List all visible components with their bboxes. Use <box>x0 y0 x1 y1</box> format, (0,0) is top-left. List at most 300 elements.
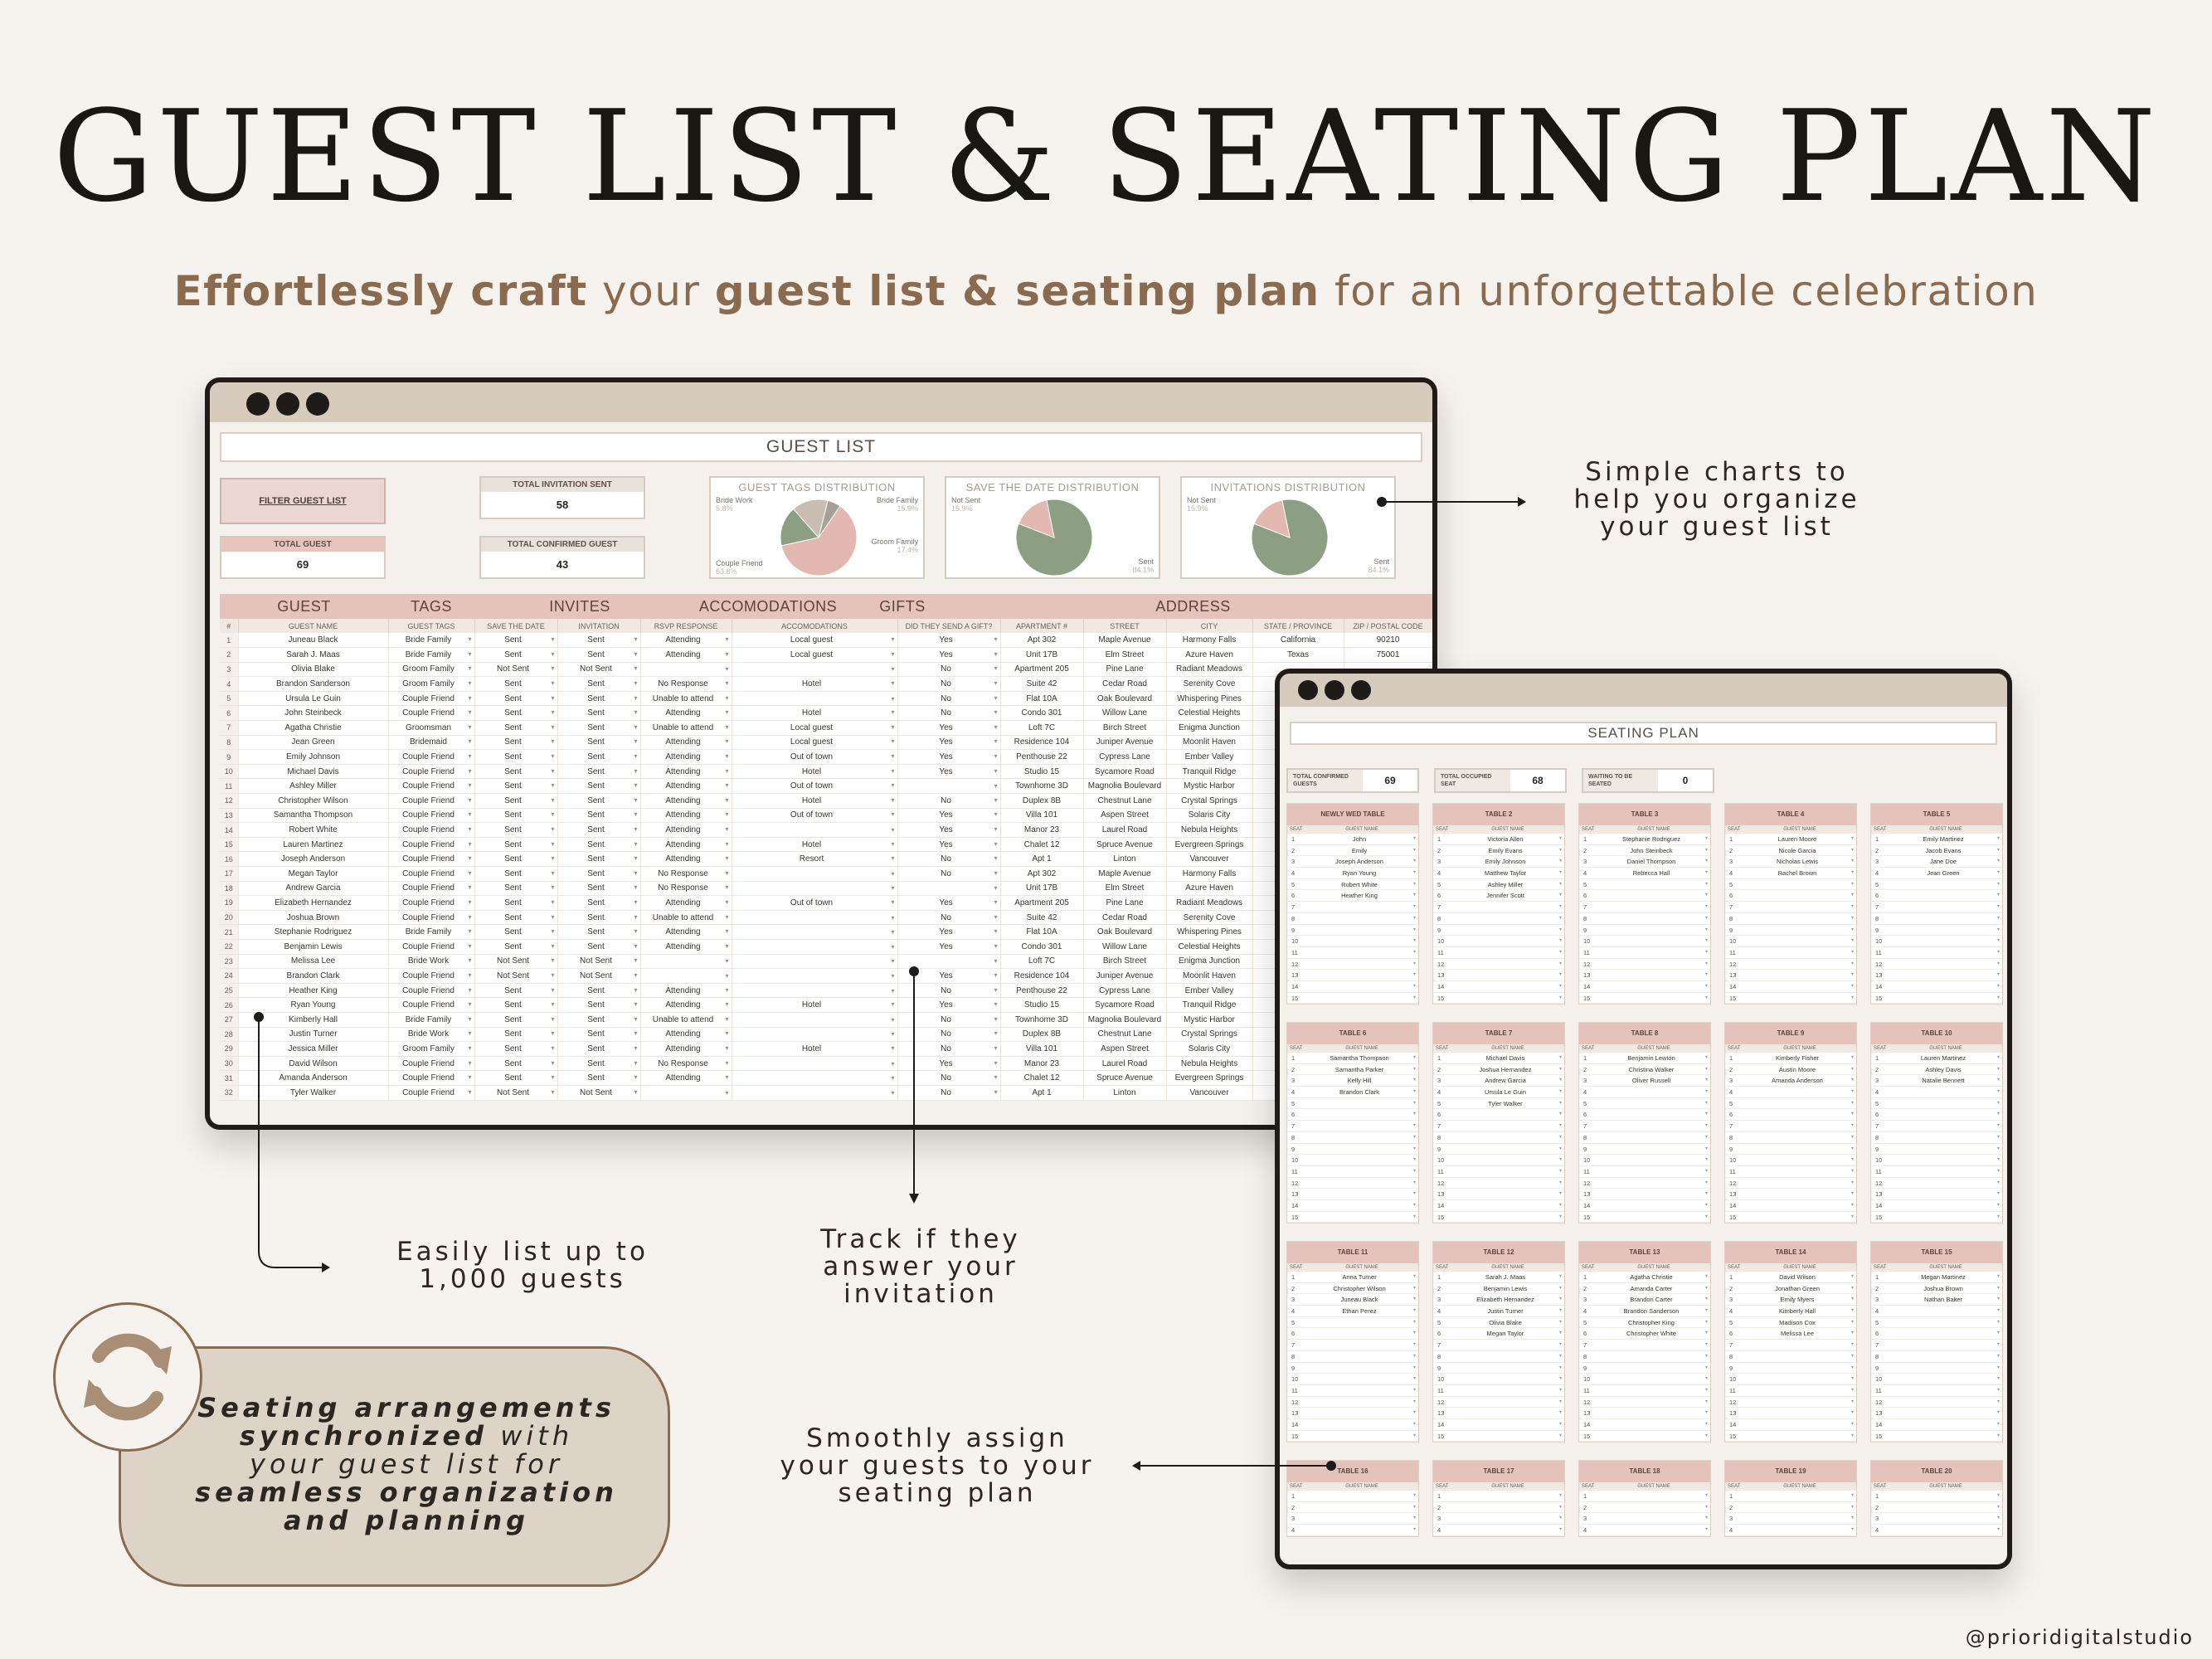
seat-guest[interactable] <box>1597 890 1710 901</box>
seat-guest[interactable]: Heather King ▾ <box>1305 890 1418 901</box>
seat-row[interactable] <box>1871 1087 2002 1098</box>
seat-guest[interactable] <box>1451 1109 1564 1120</box>
seat-row[interactable] <box>1433 981 1564 993</box>
seat-row[interactable] <box>1725 1109 1856 1121</box>
table-cell[interactable]: Sent ▾ <box>474 983 557 998</box>
seat-guest[interactable] <box>1305 1200 1418 1211</box>
seat-row[interactable] <box>1433 1363 1564 1374</box>
table-cell[interactable]: No ▾ <box>897 691 1000 706</box>
seat-guest[interactable] <box>1889 1351 2002 1362</box>
seat-guest[interactable] <box>1597 1212 1710 1223</box>
seat-row[interactable] <box>1725 1513 1856 1525</box>
table-cell[interactable]: No Response ▾ <box>640 677 732 692</box>
seat-row[interactable] <box>1725 1155 1856 1166</box>
seat-guest[interactable] <box>1451 1385 1564 1396</box>
seat-guest[interactable] <box>1451 1189 1564 1199</box>
seat-guest[interactable] <box>1451 993 1564 1004</box>
table-cell[interactable]: Unable to attend ▾ <box>640 721 732 736</box>
seat-guest[interactable]: Oliver Russell ▾ <box>1597 1075 1710 1086</box>
seat-row[interactable] <box>1725 1397 1856 1408</box>
seat-guest[interactable] <box>1451 902 1564 912</box>
seat-row[interactable] <box>1871 902 2002 913</box>
seat-row[interactable] <box>1725 1212 1856 1224</box>
seat-row[interactable] <box>1725 1491 1856 1502</box>
seat-guest[interactable]: Juneau Black ▾ <box>1305 1294 1418 1305</box>
table-cell[interactable]: Couple Friend ▾ <box>388 837 474 852</box>
table-cell[interactable]: Hotel ▾ <box>732 677 897 692</box>
seat-guest[interactable] <box>1597 1397 1710 1408</box>
seat-row[interactable] <box>1579 1363 1710 1374</box>
seat-guest[interactable] <box>1889 913 2002 924</box>
seat-guest[interactable] <box>1889 1155 2002 1165</box>
seat-row[interactable] <box>1725 1351 1856 1363</box>
seat-row[interactable] <box>1433 1408 1564 1419</box>
table-cell[interactable]: Sent ▾ <box>474 1071 557 1086</box>
seat-guest[interactable] <box>1743 1363 1856 1374</box>
table-cell[interactable]: Not Sent ▾ <box>557 969 640 984</box>
table-cell[interactable]: Sent ▾ <box>557 1042 640 1057</box>
seat-guest[interactable]: Melissa Lee ▾ <box>1743 1328 1856 1339</box>
seat-guest[interactable] <box>1597 1491 1710 1501</box>
seat-guest[interactable] <box>1889 1087 2002 1097</box>
seat-guest[interactable] <box>1451 981 1564 992</box>
table-cell[interactable] <box>640 1085 732 1100</box>
seat-guest[interactable] <box>1305 1121 1418 1131</box>
seat-row[interactable] <box>1725 1121 1856 1132</box>
table-cell[interactable]: Bride Family ▾ <box>388 648 474 663</box>
table-cell[interactable]: Attending ▾ <box>640 939 732 954</box>
seat-row[interactable] <box>1287 1283 1418 1295</box>
seat-guest[interactable] <box>1305 1317 1418 1328</box>
seat-guest[interactable] <box>1305 1212 1418 1223</box>
seat-row[interactable] <box>1871 1374 2002 1385</box>
seat-row[interactable] <box>1725 890 1856 902</box>
seat-row[interactable] <box>1287 1385 1418 1397</box>
seat-row[interactable] <box>1579 1283 1710 1295</box>
table-cell[interactable]: Hotel ▾ <box>732 794 897 809</box>
seat-guest[interactable] <box>1889 1121 2002 1131</box>
seat-row[interactable] <box>1433 1075 1564 1087</box>
table-cell[interactable]: Yes ▾ <box>897 823 1000 838</box>
seat-guest[interactable]: Victoria Allen ▾ <box>1451 834 1564 844</box>
seat-guest[interactable] <box>1889 1212 2002 1223</box>
table-cell[interactable] <box>732 881 897 896</box>
seat-row[interactable] <box>1871 845 2002 857</box>
seat-row[interactable] <box>1433 913 1564 925</box>
seat-guest[interactable]: Olivia Blake ▾ <box>1451 1317 1564 1328</box>
seat-row[interactable] <box>1871 970 2002 981</box>
seat-row[interactable] <box>1433 1328 1564 1340</box>
seat-guest[interactable] <box>1597 970 1710 980</box>
seat-row[interactable] <box>1871 1053 2002 1064</box>
seat-row[interactable] <box>1579 1397 1710 1408</box>
seat-guest[interactable] <box>1889 1317 2002 1328</box>
seat-guest[interactable] <box>1305 1525 1418 1535</box>
seat-row[interactable] <box>1579 890 1710 902</box>
seat-row[interactable] <box>1725 1200 1856 1212</box>
seat-row[interactable] <box>1433 1200 1564 1212</box>
seat-row[interactable] <box>1579 902 1710 913</box>
table-cell[interactable]: Attending ▾ <box>640 808 732 823</box>
seat-row[interactable] <box>1579 1306 1710 1317</box>
seat-guest[interactable]: Brandon Sanderson ▾ <box>1597 1306 1710 1316</box>
table-cell[interactable]: Couple Friend ▾ <box>388 706 474 721</box>
seat-guest[interactable]: Madison Cox ▾ <box>1743 1317 1856 1328</box>
seat-row[interactable] <box>1287 1098 1418 1110</box>
seat-row[interactable] <box>1287 845 1418 857</box>
seat-row[interactable] <box>1725 947 1856 959</box>
table-cell[interactable]: Sent ▾ <box>557 983 640 998</box>
table-cell[interactable] <box>640 969 732 984</box>
table-cell[interactable]: Hotel ▾ <box>732 1042 897 1057</box>
seat-guest[interactable] <box>1451 1340 1564 1350</box>
seat-row[interactable] <box>1433 1098 1564 1110</box>
table-cell[interactable]: Not Sent ▾ <box>474 969 557 984</box>
table-cell[interactable]: Sent ▾ <box>557 823 640 838</box>
seat-row[interactable] <box>1287 1064 1418 1076</box>
seat-guest[interactable] <box>1889 993 2002 1004</box>
table-cell[interactable]: Local guest ▾ <box>732 648 897 663</box>
seat-guest[interactable] <box>1743 981 1856 992</box>
seat-guest[interactable]: Emily Evans ▾ <box>1451 845 1564 856</box>
seat-guest[interactable]: Nicholas Lewis ▾ <box>1743 856 1856 867</box>
seat-row[interactable] <box>1287 947 1418 959</box>
seat-guest[interactable] <box>1743 1212 1856 1223</box>
seat-guest[interactable] <box>1597 959 1710 970</box>
seat-row[interactable] <box>1433 947 1564 959</box>
seat-row[interactable] <box>1433 959 1564 971</box>
table-cell[interactable]: Sent ▾ <box>474 837 557 852</box>
seat-row[interactable] <box>1579 959 1710 971</box>
table-cell[interactable]: Couple Friend ▾ <box>388 852 474 867</box>
seat-row[interactable] <box>1871 936 2002 947</box>
seat-guest[interactable] <box>1305 1363 1418 1374</box>
table-cell[interactable]: Sent ▾ <box>474 881 557 896</box>
seat-row[interactable] <box>1579 1144 1710 1155</box>
seat-guest[interactable] <box>1889 1363 2002 1374</box>
table-cell[interactable]: No ▾ <box>897 1012 1000 1027</box>
seat-row[interactable] <box>1433 1513 1564 1525</box>
seat-row[interactable] <box>1287 1491 1418 1502</box>
table-cell[interactable] <box>732 867 897 882</box>
seat-row[interactable] <box>1287 1513 1418 1525</box>
table-cell[interactable]: Sent ▾ <box>474 823 557 838</box>
seat-row[interactable] <box>1579 1109 1710 1121</box>
table-cell[interactable]: No ▾ <box>897 677 1000 692</box>
seat-guest[interactable] <box>1597 1431 1710 1442</box>
seat-row[interactable] <box>1725 1166 1856 1178</box>
table-cell[interactable]: Groom Family ▾ <box>388 662 474 677</box>
seat-row[interactable] <box>1433 1351 1564 1363</box>
table-cell[interactable]: Sent ▾ <box>557 721 640 736</box>
table-cell[interactable]: Couple Friend ▾ <box>388 910 474 925</box>
table-cell[interactable]: Sent ▾ <box>557 1056 640 1071</box>
seat-guest[interactable] <box>1305 902 1418 912</box>
table-cell[interactable]: Couple Friend ▾ <box>388 867 474 882</box>
filter-guest-list-button[interactable]: FILTER GUEST LIST <box>220 478 386 524</box>
seat-row[interactable] <box>1579 981 1710 993</box>
seat-guest[interactable]: Samantha Thompson ▾ <box>1305 1053 1418 1063</box>
seat-row[interactable] <box>1579 1272 1710 1283</box>
seat-row[interactable] <box>1579 856 1710 868</box>
seat-row[interactable] <box>1871 1385 2002 1397</box>
table-cell[interactable]: Yes ▾ <box>897 998 1000 1013</box>
seat-guest[interactable] <box>1305 1155 1418 1165</box>
seat-row[interactable] <box>1433 1121 1564 1132</box>
seat-guest[interactable] <box>1305 1340 1418 1350</box>
seat-guest[interactable]: Jennifer Scott ▾ <box>1451 890 1564 901</box>
seat-guest[interactable] <box>1305 1166 1418 1177</box>
table-cell[interactable]: Sent ▾ <box>474 1012 557 1027</box>
seat-row[interactable] <box>1725 879 1856 891</box>
seat-row[interactable] <box>1287 1155 1418 1166</box>
seat-row[interactable] <box>1433 970 1564 981</box>
seat-row[interactable] <box>1579 1491 1710 1502</box>
seat-guest[interactable]: Ryan Young ▾ <box>1305 868 1418 878</box>
table-cell[interactable]: Out of town ▾ <box>732 808 897 823</box>
seat-guest[interactable] <box>1451 1513 1564 1524</box>
seat-guest[interactable]: Brandon Carter ▾ <box>1597 1294 1710 1305</box>
seat-row[interactable] <box>1725 970 1856 981</box>
table-cell[interactable]: No Response ▾ <box>640 1056 732 1071</box>
seat-row[interactable] <box>1287 959 1418 971</box>
seat-guest[interactable] <box>1889 1340 2002 1350</box>
seat-row[interactable] <box>1725 913 1856 925</box>
seat-row[interactable] <box>1725 1317 1856 1329</box>
seat-guest[interactable] <box>1889 981 2002 992</box>
table-cell[interactable]: Sent ▾ <box>557 837 640 852</box>
seat-guest[interactable] <box>1305 970 1418 980</box>
seat-guest[interactable]: Jane Doe ▾ <box>1889 856 2002 867</box>
seat-guest[interactable] <box>1597 913 1710 924</box>
seat-guest[interactable] <box>1889 1431 2002 1442</box>
seat-row[interactable] <box>1725 1272 1856 1283</box>
seat-row[interactable] <box>1725 1374 1856 1385</box>
seat-guest[interactable] <box>1597 1189 1710 1199</box>
seat-guest[interactable] <box>1889 1397 2002 1408</box>
seat-row[interactable] <box>1433 1166 1564 1178</box>
seat-guest[interactable]: Amanda Carter ▾ <box>1597 1283 1710 1294</box>
seat-guest[interactable]: Kimberly Hall ▾ <box>1743 1306 1856 1316</box>
seat-row[interactable] <box>1287 879 1418 891</box>
seat-guest[interactable] <box>1743 1166 1856 1177</box>
table-cell[interactable]: Sent ▾ <box>557 691 640 706</box>
seat-guest[interactable] <box>1451 1121 1564 1131</box>
seat-row[interactable] <box>1725 1087 1856 1098</box>
seat-row[interactable] <box>1287 1431 1418 1443</box>
seat-row[interactable] <box>1871 1109 2002 1121</box>
table-cell[interactable]: Sent ▾ <box>474 896 557 911</box>
seat-guest[interactable] <box>1597 1087 1710 1097</box>
seat-guest[interactable] <box>1889 1166 2002 1177</box>
seat-guest[interactable] <box>1743 925 1856 936</box>
seat-guest[interactable] <box>1889 1374 2002 1384</box>
seat-guest[interactable]: Agatha Christie ▾ <box>1597 1272 1710 1282</box>
table-cell[interactable]: Sent ▾ <box>557 677 640 692</box>
table-cell[interactable]: Not Sent ▾ <box>474 954 557 969</box>
seat-guest[interactable] <box>1305 981 1418 992</box>
seat-guest[interactable] <box>1743 1408 1856 1418</box>
seat-guest[interactable] <box>1451 1144 1564 1155</box>
seat-guest[interactable] <box>1451 1212 1564 1223</box>
seat-guest[interactable] <box>1451 1431 1564 1442</box>
table-cell[interactable]: Sent ▾ <box>474 808 557 823</box>
seat-row[interactable] <box>1725 1132 1856 1144</box>
seat-guest[interactable] <box>1597 936 1710 946</box>
table-cell[interactable] <box>897 779 1000 794</box>
seat-guest[interactable] <box>1597 1351 1710 1362</box>
seat-guest[interactable] <box>1597 1340 1710 1350</box>
seat-row[interactable] <box>1287 834 1418 845</box>
seat-guest[interactable] <box>1743 1525 1856 1535</box>
seat-guest[interactable] <box>1305 936 1418 946</box>
seat-guest[interactable] <box>1743 1419 1856 1430</box>
seat-row[interactable] <box>1579 1328 1710 1340</box>
seat-row[interactable] <box>1579 1294 1710 1306</box>
seat-row[interactable] <box>1287 993 1418 1005</box>
seat-row[interactable] <box>1287 1317 1418 1329</box>
seat-row[interactable] <box>1433 1087 1564 1098</box>
seat-guest[interactable] <box>1889 1525 2002 1535</box>
seat-guest[interactable] <box>1743 1351 1856 1362</box>
seat-guest[interactable] <box>1305 1419 1418 1430</box>
table-cell[interactable]: Bride Work ▾ <box>388 954 474 969</box>
seat-guest[interactable] <box>1743 1491 1856 1501</box>
seat-guest[interactable]: Emily Martinez ▾ <box>1889 834 2002 844</box>
table-cell[interactable]: Attending ▾ <box>640 998 732 1013</box>
seat-guest[interactable]: Robert White ▾ <box>1305 879 1418 890</box>
table-cell[interactable]: No Response ▾ <box>640 867 732 882</box>
seat-guest[interactable] <box>1743 1087 1856 1097</box>
seat-guest[interactable] <box>1451 925 1564 936</box>
seat-row[interactable] <box>1871 834 2002 845</box>
seat-row[interactable] <box>1871 1294 2002 1306</box>
seat-guest[interactable] <box>1305 913 1418 924</box>
seat-row[interactable] <box>1579 1053 1710 1064</box>
table-cell[interactable]: Couple Friend ▾ <box>388 881 474 896</box>
seat-row[interactable] <box>1287 936 1418 947</box>
seat-row[interactable] <box>1725 1431 1856 1443</box>
seat-guest[interactable]: Austin Moore ▾ <box>1743 1064 1856 1075</box>
seat-guest[interactable]: Amanda Anderson ▾ <box>1743 1075 1856 1086</box>
table-cell[interactable]: Sent ▾ <box>474 648 557 663</box>
table-cell[interactable]: Resort ▾ <box>732 852 897 867</box>
window-dot-icon[interactable] <box>246 392 270 416</box>
seat-guest[interactable] <box>1305 1109 1418 1120</box>
seat-guest[interactable]: Benjamin Lewton ▾ <box>1597 1053 1710 1063</box>
table-cell[interactable]: Couple Friend ▾ <box>388 808 474 823</box>
seat-row[interactable] <box>1287 1374 1418 1385</box>
seat-row[interactable] <box>1287 1200 1418 1212</box>
seat-row[interactable] <box>1287 1087 1418 1098</box>
seat-row[interactable] <box>1287 1408 1418 1419</box>
seat-row[interactable] <box>1871 1502 2002 1514</box>
table-cell[interactable]: No ▾ <box>897 983 1000 998</box>
table-cell[interactable]: Sent ▾ <box>557 925 640 940</box>
seat-row[interactable] <box>1871 925 2002 937</box>
seat-row[interactable] <box>1725 1363 1856 1374</box>
table-cell[interactable]: Couple Friend ▾ <box>388 896 474 911</box>
seat-guest[interactable]: Jonathan Green ▾ <box>1743 1283 1856 1294</box>
seat-row[interactable] <box>1725 1525 1856 1536</box>
seat-guest[interactable]: Jacob Evans ▾ <box>1889 845 2002 856</box>
seat-guest[interactable] <box>1743 1397 1856 1408</box>
seat-row[interactable] <box>1287 1340 1418 1351</box>
seat-guest[interactable] <box>1451 936 1564 946</box>
table-cell[interactable]: Sent ▾ <box>557 852 640 867</box>
table-cell[interactable]: Attending ▾ <box>640 896 732 911</box>
table-cell[interactable]: Attending ▾ <box>640 823 732 838</box>
seat-row[interactable] <box>1871 1408 2002 1419</box>
seat-row[interactable] <box>1287 856 1418 868</box>
table-cell[interactable]: Sent ▾ <box>474 1056 557 1071</box>
seat-guest[interactable]: Emily Myers ▾ <box>1743 1294 1856 1305</box>
seat-guest[interactable]: Ethan Perez ▾ <box>1305 1306 1418 1316</box>
seat-row[interactable] <box>1725 925 1856 937</box>
table-cell[interactable]: Groom Family ▾ <box>388 1042 474 1057</box>
seat-guest[interactable] <box>1743 959 1856 970</box>
seat-guest[interactable]: Stephanie Rodriguez ▾ <box>1597 834 1710 844</box>
seat-guest[interactable] <box>1743 1144 1856 1155</box>
seat-row[interactable] <box>1871 1363 2002 1374</box>
seat-guest[interactable]: Tyler Walker ▾ <box>1451 1098 1564 1109</box>
seat-guest[interactable] <box>1889 1491 2002 1501</box>
table-cell[interactable]: Attending ▾ <box>640 764 732 779</box>
seat-row[interactable] <box>1433 1053 1564 1064</box>
seat-guest[interactable] <box>1743 947 1856 958</box>
seat-guest[interactable] <box>1743 1178 1856 1189</box>
table-cell[interactable]: Attending ▾ <box>640 648 732 663</box>
seat-guest[interactable] <box>1305 947 1418 958</box>
seat-row[interactable] <box>1433 1431 1564 1443</box>
seat-guest[interactable] <box>1889 1200 2002 1211</box>
table-cell[interactable] <box>732 1012 897 1027</box>
seat-guest[interactable] <box>1597 925 1710 936</box>
table-cell[interactable]: Sent ▾ <box>557 881 640 896</box>
seat-guest[interactable] <box>1305 1408 1418 1418</box>
table-cell[interactable]: Sent ▾ <box>557 1012 640 1027</box>
seat-row[interactable] <box>1433 1374 1564 1385</box>
table-cell[interactable]: Yes ▾ <box>897 896 1000 911</box>
table-cell[interactable]: Bride Family ▾ <box>388 1012 474 1027</box>
table-cell[interactable]: Local guest ▾ <box>732 735 897 750</box>
seat-guest[interactable]: Christina Walker ▾ <box>1597 1064 1710 1075</box>
table-cell[interactable]: Couple Friend ▾ <box>388 1085 474 1100</box>
seat-row[interactable] <box>1433 1294 1564 1306</box>
table-cell[interactable]: Hotel ▾ <box>732 706 897 721</box>
seat-row[interactable] <box>1433 1064 1564 1076</box>
seat-row[interactable] <box>1287 1419 1418 1431</box>
table-cell[interactable]: Groomsman ▾ <box>388 721 474 736</box>
seat-guest[interactable] <box>1597 1385 1710 1396</box>
seat-row[interactable] <box>1579 1408 1710 1419</box>
seat-guest[interactable] <box>1597 902 1710 912</box>
seat-guest[interactable] <box>1889 902 2002 912</box>
table-cell[interactable]: Sent ▾ <box>474 998 557 1013</box>
table-cell[interactable]: Yes ▾ <box>897 925 1000 940</box>
seat-row[interactable] <box>1725 902 1856 913</box>
seat-row[interactable] <box>1871 947 2002 959</box>
table-cell[interactable]: Sent ▾ <box>557 939 640 954</box>
seat-guest[interactable] <box>1597 1109 1710 1120</box>
seat-row[interactable] <box>1871 1328 2002 1340</box>
table-cell[interactable]: Attending ▾ <box>640 779 732 794</box>
seat-row[interactable] <box>1725 1064 1856 1076</box>
seat-guest[interactable]: Rachel Brown ▾ <box>1743 868 1856 878</box>
table-cell[interactable]: Couple Friend ▾ <box>388 1056 474 1071</box>
seat-row[interactable] <box>1433 1397 1564 1408</box>
table-cell[interactable]: Couple Friend ▾ <box>388 764 474 779</box>
